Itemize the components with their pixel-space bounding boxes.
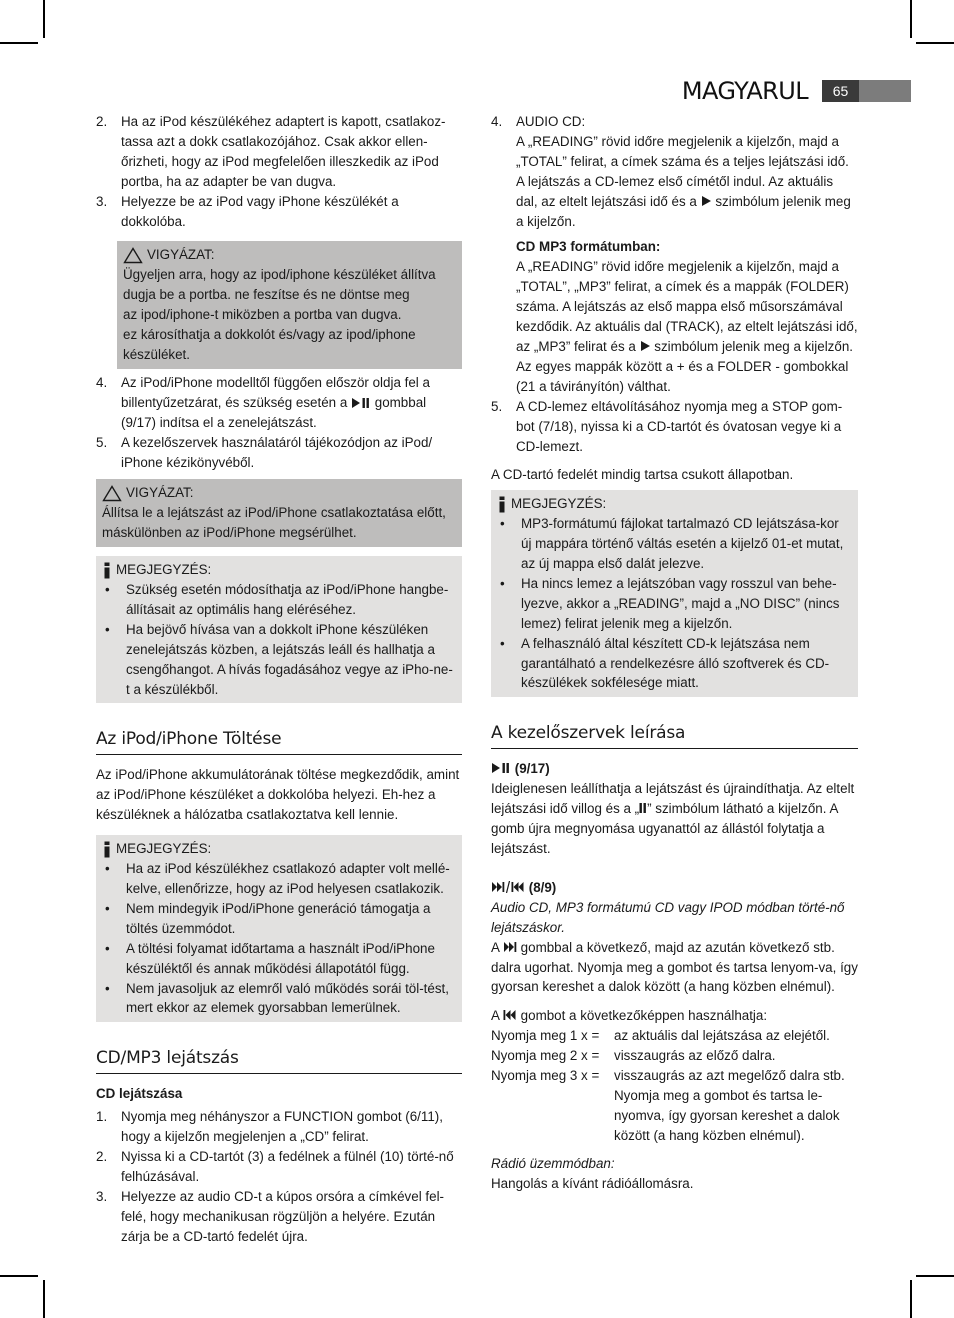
warning-icon: [102, 485, 122, 502]
mode-note: Audio CD, MP3 formátumú CD vagy IPOD módban törté-nő lejátszáskor.: [491, 899, 845, 935]
pause-icon: [639, 802, 647, 814]
section-heading: CD/MP3 lejátszás: [96, 1046, 462, 1074]
control-desc: Hangolás a kívánt rádióállomásra.: [491, 1175, 694, 1191]
caution-box: [117, 241, 462, 368]
page-bar: [859, 80, 911, 102]
next-icon: [503, 941, 517, 953]
crop-mark: [910, 0, 912, 38]
right-column: [491, 112, 858, 1194]
page-number: 65: [822, 80, 859, 102]
info-icon: [102, 562, 112, 579]
press-row: Nyomja meg 1 x = az aktuális dal lejátszása az elejétől.: [491, 1028, 830, 1044]
caution-line: az ipod/iphone-t miközben a portba van dugva.: [123, 307, 402, 323]
play-icon: [640, 340, 651, 352]
press-row: Nyomja meg 3 x = visszaugrás az azt megelőző dalra stb. Nyomja meg a gombot és tartsa le-nyomva, így gyorsan kereshet a dalok között (a hang közben elnémul).: [491, 1068, 845, 1143]
lid-note: A CD-tartó fedelét mindig tartsa csukott állapotban.: [491, 467, 794, 483]
note-box: [96, 835, 462, 1022]
language-header: MAGYARUL: [681, 77, 808, 105]
list-item: 5. A kezelőszervek használatáról tájékozódjon az iPod/ iPhone kézikönyvéből.: [96, 434, 433, 470]
charging-text: Az iPod/iPhone akkumulátorának töltése megkezdődik, amint az iPod/iPhone készüléket a dokkolóba helyezi. Eh-hez a készüléknek a hálózatba csatlakoztatva kell lennie.: [96, 767, 460, 823]
list-item: 4. Az iPod/iPhone modelltől függően először oldja fel a billentyűzetzárat, és szükség esetén a gombbal (9/17) indítsa el a zenelejátszást.: [96, 374, 430, 430]
list-item: 3. Helyezze be az iPod vagy iPhone készülékét a dokkolóba.: [96, 193, 399, 229]
step-subtitle: CD MP3 formátumban:: [516, 239, 661, 255]
control-label: (9/17): [491, 759, 858, 779]
skip-icon: [491, 881, 525, 893]
mode-note: Rádió üzemmódban:: [491, 1155, 615, 1171]
warning-icon: [123, 247, 143, 264]
section-heading: A kezelőszervek leírása: [491, 721, 858, 749]
section-heading: Az iPod/iPhone Töltése: [96, 727, 462, 755]
crop-mark: [910, 1280, 912, 1318]
crop-mark: [0, 42, 38, 44]
list-item: • MP3-formátumú fájlokat tartalmazó CD lejátszása-kor új mappára történő váltás esetén a kijelző 01-et mutat, az új mappa első dalát jelezve.: [500, 516, 844, 572]
list-item: 5. A CD-lemez eltávolításához nyomja meg a STOP gom-bot (7/18), nyissa ki a CD-tartót és óvatosan vegye ki a CD-lemezt.: [491, 398, 843, 454]
list-item: • A töltési folyamat időtartama a használt iPod/iPhone készüléktől és annak működési állapotától függ.: [105, 940, 435, 976]
list-item: 2. Ha az iPod készülékéhez adaptert is kapott, csatlakoz-tassa azt a dokk csatlakozójához. Csak akkor ellen-őrizheti, hogy az iPod megfelelően illeszkedik az iPod portba, ha az adapter be van dugva.: [96, 114, 446, 189]
left-column: [96, 112, 462, 1247]
caution-text: Állítsa le a lejátszást az iPod/iPhone csatlakoztatása előtt, máskülönben az iPod/iPhone megsérülhet.: [102, 505, 446, 541]
control-label: (8/9): [491, 878, 858, 898]
play-pause-icon: [491, 762, 511, 774]
control-desc: A gombot a következőképpen használhatja:: [491, 1008, 768, 1024]
note-title: MEGJEGYZÉS:: [116, 562, 212, 578]
previous-icon: [503, 1009, 517, 1021]
info-icon: [102, 841, 112, 858]
step-title: AUDIO CD:: [516, 114, 586, 129]
list-item: • Ha nincs lemez a lejátszóban vagy rosszul van behe-lyezve, akkor a „READING”, majd a „NO DISC” (nincs lemez) felirat jelenik meg a kijelzőn.: [500, 575, 840, 631]
control-desc: A gombbal a következő, majd az azután következő stb. dalra ugorhat. Nyomja meg a gombot és tartsa lenyom-va, így gyorsan kereshet a dalok között (a hang közben elnémul).: [491, 939, 858, 995]
list-item: 2. Nyissa ki a CD-tartót (3) a fedélnek a fülnél (10) törté-nő felhúzásával.: [96, 1149, 454, 1184]
crop-mark: [43, 0, 45, 38]
note-box: [491, 490, 858, 697]
crop-mark: [916, 1275, 954, 1277]
list-item: • Nem mindegyik iPod/iPhone generáció támogatja a töltés üzemmódot.: [105, 900, 431, 936]
crop-mark: [0, 1275, 38, 1277]
note-title: MEGJEGYZÉS:: [116, 841, 212, 857]
play-pause-icon: [351, 397, 371, 409]
caution-box: [96, 479, 462, 547]
list-item: • Nem javasoljuk az elemről való működés sorái töl-tést, mert ekkor az elemek gyorsabban lemerülnek.: [105, 980, 449, 1016]
play-icon: [701, 195, 712, 207]
list-item: • Ha bejövő hívása van a dokkolt iPhone készüléken zenelejátszás közben, a lejátszás leáll és hallhatja a csengőhangot. A hívás fogadásához vegye az iPho-ne-t a készülékből.: [105, 621, 453, 697]
list-item: 4. AUDIO CD: A „READING” rövid időre megjelenik a kijelzőn, majd a „TOTAL” felirat, a címek száma és a teljes lejátszási idő. A lejátszás a CD-lemez első címétől indul. Az aktuális dal, az eltelt lejátszási idő és a szimbólum jelenik meg a kijelzőn. CD MP3 formátumban: A „READING” rövid időre megjelenik a kijelzőn, majd a „TOTAL”, „MP3” felirat, a címek és a mappák (FOLDER) száma. A lejátszás az első mappa első műsorszámával kezdődik. Az aktuális dal (TRACK), az eltelt lejátszási idő, az „MP3” felirat és a szimbólum jelenik meg a kijelzőn. Az egyes mappák között a + és a FOLDER - gombokkal (21 a távirányítón) válthat.: [491, 114, 858, 394]
crop-mark: [916, 42, 954, 44]
control-desc: Ideiglenesen leállíthatja a lejátszást és újraindíthatja. Az eltelt lejátszási idő villog és a „ ” szimbólum látható a kijelzőn. A gomb újra megnyomása ugyanattól az állástól folytatja a lejátszást.: [491, 781, 855, 856]
crop-mark: [43, 1280, 45, 1318]
note-title: MEGJEGYZÉS:: [511, 496, 607, 512]
list-item: 3. Helyezze az audio CD-t a kúpos orsóra a címkével fel-felé, hogy mechanikusan rögzüljön a helyére. Ezután zárja be a CD-tartó fedelét újra.: [96, 1188, 444, 1244]
press-row: Nyomja meg 2 x = visszaugrás az előző dalra.: [491, 1048, 776, 1064]
list-item: • Ha az iPod készülékhez csatlakozó adapter volt mellé-kelve, ellenőrizze, hogy az iPod helyesen csatlakozik.: [105, 861, 450, 896]
steps-list-b: [96, 373, 462, 473]
caution-line: Ügyeljen arra, hogy az ipod/iphone készüléket állítva dugja be a portba. ne feszítse és ne döntse meg: [123, 267, 436, 303]
cd-steps-list: [96, 1107, 462, 1246]
info-icon: [497, 496, 507, 513]
caution-title: VIGYÁZAT:: [126, 485, 194, 501]
note-box: [96, 556, 462, 703]
caution-line: ez károsíthatja a dokkolót és/vagy az ipod/iphone készüléket.: [123, 327, 416, 362]
list-item: • A felhasználó által készített CD-k lejátszása nem garantálható a rendelkezésre álló szoftverek és CD-készülékek sokfélesége miatt.: [500, 635, 830, 691]
caution-title: VIGYÁZAT:: [147, 247, 215, 263]
list-item: • Szükség esetén módosíthatja az iPod/iPhone hangbe-állításait az optimális hang eléréséhez.: [105, 582, 449, 617]
list-item: 1. Nyomja meg néhányszor a FUNCTION gombot (6/11), hogy a kijelzőn megjelenjen a „CD” felirat.: [96, 1109, 443, 1145]
steps-list-a: [96, 112, 462, 231]
subheading: CD lejátszása: [96, 1086, 183, 1102]
